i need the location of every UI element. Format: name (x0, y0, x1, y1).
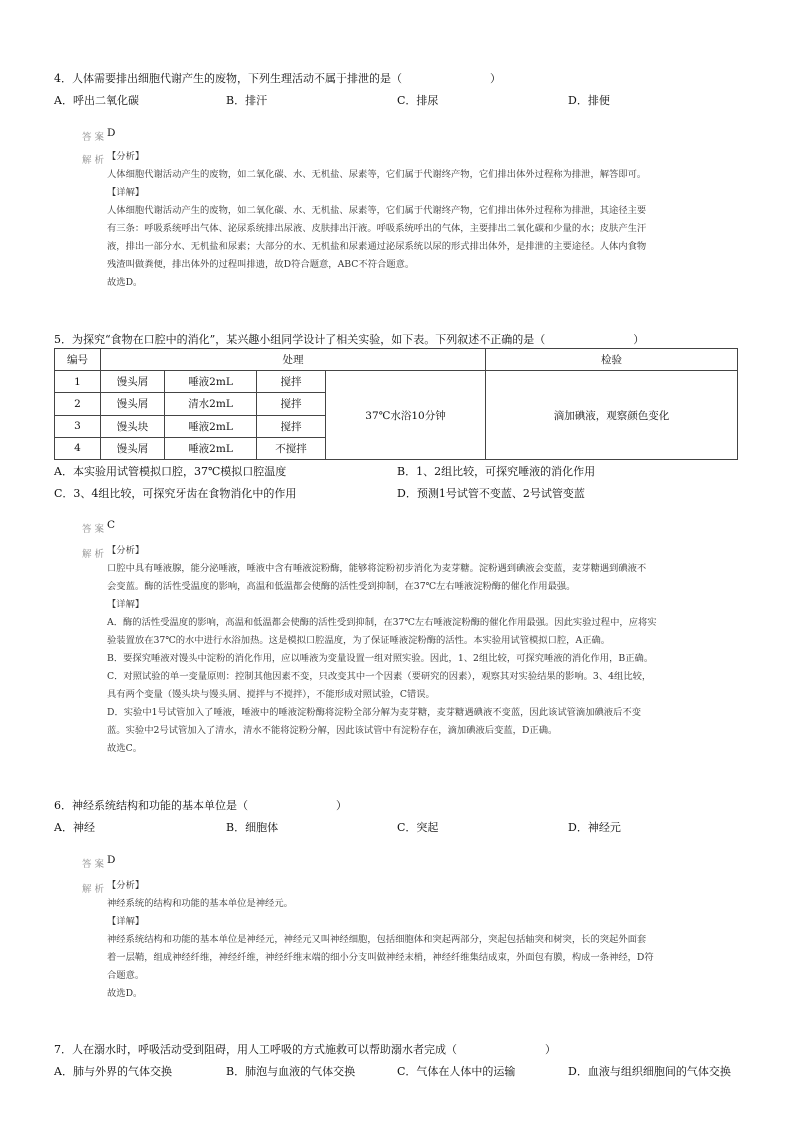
question-7-stem: 7．人在溺水时，呼吸活动受到阻碍，用人工呼吸的方式施救可以帮助溺水者完成（ ） (54, 1043, 556, 1056)
q7-option-b: B．肺泡与血液的气体交换 (226, 1065, 356, 1078)
table-cell: 3 (55, 415, 101, 437)
explanation-line: 【分析】 (107, 880, 145, 891)
table-row (55, 371, 738, 393)
q4-explanation (107, 148, 646, 292)
explanation-line: C．对照试验的单一变量原则：控制其他因素不变，只改变其中一个因素（要研究的因素），观察其对实验结果的影响。3、4组比较， (107, 671, 652, 682)
explanation-line: 【分析】 (107, 545, 145, 556)
experiment-table (54, 348, 738, 460)
explanation-line: 神经系统结构和功能的基本单位是神经元，神经元又叫神经细胞，包括细胞体和突起两部分，突起包括轴突和树突，长的突起外面套 (107, 934, 647, 945)
explanation-line: 神经系统的结构和功能的基本单位是神经元。 (107, 898, 293, 909)
question-5-stem: 5．为探究“食物在口腔中的消化”，某兴趣小组同学设计了相关实验，如下表。下列叙述不正确的是（ ） (54, 333, 645, 346)
q5-answer-tag: 答案 (82, 524, 108, 535)
q7-option-d: D．血液与组织细胞间的气体交换 (568, 1065, 731, 1078)
q6-answer: D (107, 854, 116, 866)
question-4-stem: 4．人体需要排出细胞代谢产生的废物，下列生理活动不属于排泄的是（ ） (54, 72, 501, 85)
table-cell-test: 滴加碘液，观察颜色变化 (486, 371, 738, 460)
table-cell: 清水2mL (165, 393, 257, 415)
explanation-line: 残渣叫做粪便，排出体外的过程叫排遗，故D符合题意，ABC不符合题意。 (107, 259, 415, 270)
explanation-line: B．要探究唾液对馒头中淀粉的消化作用，应以唾液为变量设置一组对照实验。因此，1、2组比较，可探究唾液的消化作用，B正确。 (107, 653, 654, 664)
table-cell: 唾液2mL (165, 415, 257, 437)
q4-option-d: D．排便 (568, 94, 610, 107)
explanation-line: 合题意。 (107, 970, 145, 981)
table-cell: 1 (55, 371, 101, 393)
explanation-line: 具有两个变量（馒头块与馒头屑、搅拌与不搅拌），不能形成对照试验，C错误。 (107, 689, 435, 700)
table-cell: 搅拌 (257, 371, 326, 393)
explanation-line: 【分析】 (107, 151, 145, 162)
q4-option-b: B．排汗 (226, 94, 268, 107)
q6-option-b: B．细胞体 (226, 821, 279, 834)
q6-option-c: C．突起 (397, 821, 439, 834)
explanation-line: 会变蓝。酶的活性受温度的影响，高温和低温都会使酶的活性受到抑制，在37℃左右唾液淀粉酶的催化作用最强。 (107, 581, 576, 592)
table-cell: 馒头屑 (101, 371, 165, 393)
q6-option-d: D．神经元 (568, 821, 621, 834)
q5-option-b: B．1、2组比较，可探究唾液的消化作用 (397, 465, 596, 478)
explanation-line: 验装置放在37℃的水中进行水浴加热。这是模拟口腔温度，为了保证唾液淀粉酶的活性。本实验用试管模拟口腔，A正确。 (107, 635, 611, 646)
explanation-line: 故选C。 (107, 743, 143, 754)
explanation-line: 故选D。 (107, 277, 143, 288)
explanation-line: 【详解】 (107, 187, 145, 198)
q4-answer-tag: 答案 (82, 132, 108, 143)
q4-option-a: A．呼出二氧化碳 (54, 94, 139, 107)
explanation-line: 液，排出一部分水、无机盐和尿素；大部分的水、无机盐和尿素通过泌尿系统以尿的形式排出体外，是排泄的主要途径。人体内食物 (107, 241, 647, 252)
q4-analysis-tag: 解析 (82, 155, 108, 166)
explanation-line: 【详解】 (107, 599, 145, 610)
explanation-line: 有三条：呼吸系统呼出气体、泌尿系统排出尿液、皮肤排出汗液。呼吸系统呼出的气体，主要排出二氧化碳和少量的水；皮肤产生汗 (107, 223, 647, 234)
explanation-line: 人体细胞代谢活动产生的废物，如二氧化碳、水、无机盐、尿素等，它们属于代谢终产物，它们排出体外过程称为排泄，解答即可。 (107, 169, 647, 180)
explanation-line: A．酶的活性受温度的影响，高温和低温都会使酶的活性受到抑制，在37℃左右唾液淀粉酶的催化作用最强。因此实验过程中，应将实 (107, 617, 657, 628)
question-6-stem: 6．神经系统结构和功能的基本单位是（ ） (54, 799, 347, 812)
explanation-line: 口腔中具有唾液腺，能分泌唾液，唾液中含有唾液淀粉酶，能够将淀粉初步消化为麦芽糖。淀粉遇到碘液会变蓝，麦芽糖遇到碘液不 (107, 563, 647, 574)
q4-answer: D (107, 127, 116, 139)
explanation-line: D．实验中1号试管加入了唾液，唾液中的唾液淀粉酶将淀粉全部分解为麦芽糖，麦芽糖遇碘液不变蓝，因此该试管滴加碘液后不变 (107, 707, 641, 718)
table-cell: 馒头块 (101, 415, 165, 437)
table-header-cell: 处理 (101, 349, 486, 371)
q5-option-a: A．本实验用试管模拟口腔，37℃模拟口腔温度 (54, 465, 287, 478)
q6-explanation (107, 877, 654, 1003)
table-cell: 不搅拌 (257, 437, 326, 459)
explanation-line: 【详解】 (107, 916, 145, 927)
table-cell: 唾液2mL (165, 371, 257, 393)
explanation-line: 着一层鞘，组成神经纤维，神经纤维，神经纤维末端的细小分支叫做神经末梢，神经纤维集结成束，外面包有膜，构成一条神经，D符 (107, 952, 654, 963)
explanation-line: 人体细胞代谢活动产生的废物，如二氧化碳、水、无机盐、尿素等，它们属于代谢终产物，它们排出体外过程称为排泄，其途径主要 (107, 205, 647, 216)
q6-option-a: A．神经 (54, 821, 95, 834)
table-cell-bath: 37℃水浴10分钟 (326, 371, 486, 460)
table-cell: 4 (55, 437, 101, 459)
q5-answer: C (107, 519, 116, 531)
table-header-cell: 检验 (486, 349, 738, 371)
q5-option-c: C．3、4组比较，可探究牙齿在食物消化中的作用 (54, 487, 297, 500)
q7-option-a: A．肺与外界的气体交换 (54, 1065, 172, 1078)
q7-option-c: C．气体在人体中的运输 (397, 1065, 516, 1078)
table-cell: 搅拌 (257, 415, 326, 437)
table-cell: 2 (55, 393, 101, 415)
table-cell: 馒头屑 (101, 437, 165, 459)
q5-explanation (107, 542, 657, 758)
explanation-line: 故选D。 (107, 988, 143, 999)
table-header-row (55, 349, 738, 371)
explanation-line: 蓝。实验中2号试管加入了清水，清水不能将淀粉分解，因此该试管中有淀粉存在，滴加碘液后变蓝，D正确。 (107, 725, 558, 736)
q5-option-d: D．预测1号试管不变蓝、2号试管变蓝 (397, 487, 585, 500)
table-cell: 唾液2mL (165, 437, 257, 459)
q6-analysis-tag: 解析 (82, 884, 108, 895)
q6-answer-tag: 答案 (82, 859, 108, 870)
table-cell: 馒头屑 (101, 393, 165, 415)
q4-option-c: C．排尿 (397, 94, 439, 107)
table-header-cell: 编号 (55, 349, 101, 371)
table-cell: 搅拌 (257, 393, 326, 415)
q5-analysis-tag: 解析 (82, 549, 108, 560)
